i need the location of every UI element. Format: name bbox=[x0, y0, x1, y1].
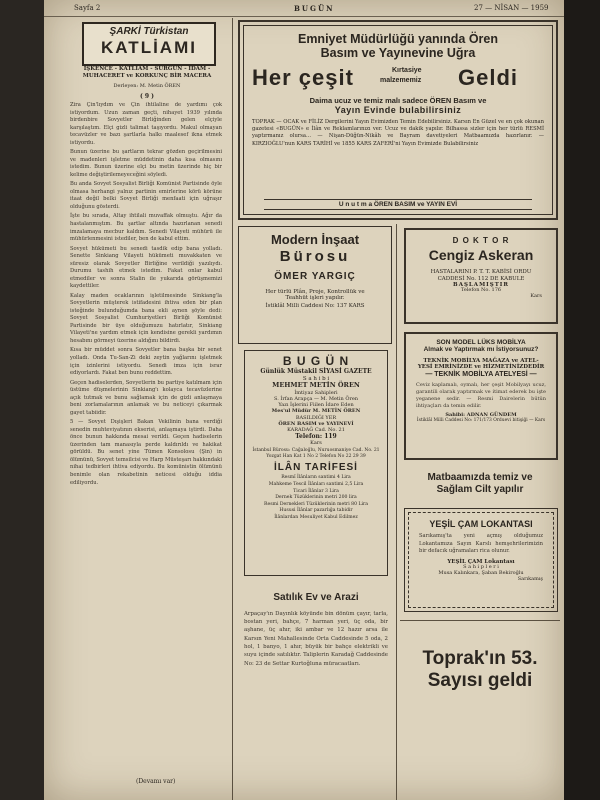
doctor-phone: Telefon No. 176 bbox=[460, 287, 502, 294]
article-subtitle: İŞKENCE - KATLİAM - SÜRGÜN - İDAM - MUHACERET ve KORKUNÇ BİR MACERA bbox=[82, 66, 212, 80]
ad-footer: U n u t m a ÖREN BASIM ve YAYIN EVİ bbox=[264, 199, 532, 210]
toprak-line-2: Sayısı geldi bbox=[427, 669, 533, 691]
doctor-line-2: CADDESİ No. 112 DE KABULE bbox=[437, 275, 525, 282]
ilan-rate-item: İlânlardan Mesuliyet Kabul Edilmez bbox=[274, 515, 358, 521]
mobilya-ad bbox=[404, 332, 558, 460]
ilan-tarifesi-title: İLÂN TARİFESİ bbox=[274, 461, 358, 473]
mobilya-l3: — TEKNİK MOBİLYA ATELYESİ — bbox=[425, 370, 537, 378]
yesil-city: Sarıkamış bbox=[517, 575, 543, 582]
section-rule bbox=[400, 620, 560, 621]
yesil-body: Sarıkamış'ta yeni açmış olduğumuz Lokantamıza Sayın Karslı hemşehrilerimizin bir defacık uğramaları rica olunur. bbox=[419, 533, 543, 555]
newspaper-page bbox=[44, 0, 564, 800]
mobilya-body: Ceviz kaplamalı, oymalı, her çeşit Mobilyayı ucuz, garantili olarak yaptırmak ve itimat ederek bu işte yeganene sedir. — Resmi Dairelerin bütün ihtiyaçları da temin edilir. bbox=[416, 381, 546, 410]
article-title: KATLİAMI bbox=[101, 37, 197, 57]
satilik-ad bbox=[240, 584, 392, 774]
insaat-address: İstiklâl Milli Caddesi No: 137 KARS bbox=[265, 303, 365, 310]
satilik-body: Arpaçay'ın Dayınlık köyünde bin dönüm çayır, tarla, bostan yeri, bahçe, 7 harman yeri, üç oda, bir aşhane, üç ahır, iki ambar ve 12 hazır arsa ile Karsın Yeni Mahallesinde Orta Caddesinde 5 oda, 2 hol, 1 banyo, 1 ahır, büyük bir bahçe elektrikli ve suyu içinde satılıktır. Taliplerin Karadağ Caddesinde No: 23 de Settar Kurtoğluna müracaatları. bbox=[244, 610, 388, 667]
masthead-editor: Mes'ul Müdür M. METİN ÖREN bbox=[271, 407, 361, 414]
insaat-title-2: Bürosu bbox=[279, 247, 351, 265]
insaat-line-1: Her türlü Plân, Proje, Kontrollük ve bbox=[265, 288, 365, 295]
article-paragraph: İşte bu sırada, Altay ihtilali muvaffak olmuştu. Ağır da hastalanmıştım. Bu şartlar altında hazırlanan senedi imzalamaya mecbur kaldım. Senedi Vilayeti mühürü ile mühürlenmesini istediler, ben de kabul ettim. bbox=[70, 213, 222, 243]
ad-headline-1: Emniyet Müdürlüğü yanında Ören bbox=[297, 32, 499, 46]
doctor-line-1: HASTALARINI P. T. T. KABİSİ ORDU bbox=[430, 269, 532, 276]
masthead-address: KARADAĞ Cad. No. 21 bbox=[287, 426, 345, 433]
article-author: Derleyen: M. Metin ÖREN bbox=[113, 83, 181, 89]
mobilya-q2: Almak ve Yaptırmak mı İstiyorsunuz? bbox=[423, 346, 539, 354]
toprak-ad bbox=[400, 634, 560, 714]
masthead-sahibi: S a h i b i bbox=[302, 375, 330, 382]
ilan-rate-item: Mahkeme Tescil İlânları santimi 2,5 Lira bbox=[268, 481, 364, 487]
masthead-printer: ÖREN BASIM ve YAYINEVİ bbox=[278, 421, 354, 428]
yesil-owners: Musa Kalınkara, Şaban Bekiroğlu bbox=[438, 570, 524, 576]
article-title-box bbox=[82, 22, 216, 66]
ad-body: TOPRAK — OCAK ve FİLİZ Dergilerini Yayın Evimizden Temin Edebilirsiniz. Karsın En Güzel ve en çok okunan gazetesi «BUGÜN» e İlân ve Reklamlarınızı ver. Ucuz ve dakik yapılır. Bilhassa sizler için her türlü RESMİ yaptırmanız olursa... — Nişan-Düğün-Nikâh ve Bayram davetiyeleri Matbaamızda hazırlanır. — KIRZIOĞLU'nun KARS TARİHİ ve 1855 KARS ZAFERİ'ni Yayın Evimizde Bulabilirsiniz bbox=[252, 118, 544, 147]
newspaper-name: BUGÜN bbox=[294, 4, 335, 13]
toprak-line-1: Toprak'ın 53. bbox=[422, 648, 538, 669]
mobilya-l1: TEKNİK MOBİLYA MAĞAZA ve ATEL- bbox=[423, 357, 539, 364]
masthead-title: B U G Ü N bbox=[282, 354, 350, 368]
oren-basim-ad bbox=[238, 20, 558, 220]
yesil-cam-ad bbox=[404, 508, 558, 612]
insaat-line-2: Teahhüt işleri yapılır. bbox=[285, 295, 345, 301]
mobilya-owner: Sahibi: ADNAN GÜNDEM bbox=[445, 411, 517, 418]
article-kicker: ŞARKİ Türkistan bbox=[109, 26, 189, 37]
masthead-imtiyaz: İmtiyaz Sahipleri bbox=[294, 390, 338, 397]
article-paragraph: Kısa bir müddet sonra Sovyetler bana başka bir senet yolladı. Onda Tu-San-Zi deki zeytin yağlarını işletmek için izinlerini istiyordu. Senedi imza için israr ediyorlardı. Fakat ben bunu reddettim. bbox=[70, 347, 222, 377]
masthead-istanbul-2: Yozgat Han Kat 1 No 2 Telefon No 22 29 39 bbox=[266, 453, 366, 459]
doctor-label: D O K T O R bbox=[452, 236, 510, 245]
satilik-title: Satılık Ev ve Arazi bbox=[273, 592, 359, 603]
ad-big-left: Her çeşit bbox=[252, 64, 354, 90]
ilan-rate-item: Dernek Tüzüklerinin metri 200 lira bbox=[275, 495, 357, 501]
masthead-city: Kars bbox=[310, 439, 322, 446]
continued-note: (Devamı var) bbox=[136, 778, 176, 785]
ad-small-b: malzememiz bbox=[380, 76, 422, 84]
ad-small-a: Kırtasiye bbox=[392, 66, 422, 74]
masthead-box bbox=[244, 350, 388, 576]
article-body bbox=[66, 102, 226, 772]
masthead-editor-label: Yazı İşlerini Fiilen İdare Eden bbox=[278, 401, 354, 408]
article-part: ( 9 ) bbox=[139, 93, 155, 100]
ad-headline-2: Basım ve Yayınevine Uğra bbox=[320, 46, 476, 61]
cilt-ad bbox=[400, 466, 560, 506]
yesil-title: YEŞİL ÇAM LOKANTASI bbox=[429, 519, 533, 529]
column-divider bbox=[232, 18, 233, 800]
mobilya-address: İstiklâl Milli Caddesi No: 171/173 Orduevi bitişiği — Kars bbox=[416, 418, 546, 424]
article-paragraph: Geçen hadiselerden, Sovyetlerin bu partiye katılmam için üstüme düşmelerinin Sinkiang'ı kolayca tecavüzlerine açık tutmak ve bunu sağlamak için de gizli anlaşmaya beni zorlamalarının anlamak ve bu neticeyi çıkarmak gayet tabiidir. bbox=[70, 379, 222, 416]
insaat-title: Modern İnşaat bbox=[270, 232, 360, 247]
article-paragraph: Sovyet hükümeti bu senedi tasdik edip bana yolladı. Senette Sinkiang Vilayeti hükümeti muvakkaten ve süresiz olarak Sovyetler Birliğine verildiği yazılıydı. Durumu tashih etmek istedim. Fakat onlar kabul etmediler ve sonra Stalin ile yukarıda görüşmemizi kaydettiler. bbox=[70, 245, 222, 290]
masthead-printed-label: BASILDIĞI YER bbox=[295, 415, 337, 422]
ilan-rate-item: Hususi İlânlar pazarlığa tabidir bbox=[279, 508, 353, 514]
page-number: Sayfa 2 bbox=[74, 4, 101, 12]
ilan-rate-item: Resmi Dernekleri Tüzüklerinin metri 80 Lira bbox=[264, 501, 368, 507]
mobilya-q1: SON MODEL LÜKS MOBİLYA bbox=[436, 339, 526, 346]
ilan-rate-item: Ticari İlânlar 3 Lira bbox=[293, 488, 339, 494]
ad-big-right: Geldi bbox=[458, 64, 519, 90]
yesil-name: YEŞİL ÇAM Lokantası bbox=[447, 558, 515, 565]
yesil-owners-label: S a h i p l e r i bbox=[463, 564, 499, 571]
masthead-names: S. İrfan Arapça — M. Metin Ören bbox=[273, 396, 359, 403]
masthead-subtitle: Günlük Müstakil SİYASİ GAZETE bbox=[260, 367, 372, 375]
left-article bbox=[46, 18, 232, 800]
ad-line-4: Yayın Evinde bulabilirsiniz bbox=[334, 105, 462, 116]
cilt-line-1: Matbaamızda temiz ve bbox=[427, 472, 533, 483]
masthead-owner: MEHMET METİN ÖREN bbox=[272, 381, 360, 389]
doctor-ad bbox=[404, 228, 558, 324]
ilan-rates bbox=[245, 475, 387, 522]
article-paragraph: Kalay maden ocaklarının işletilmesinde Sinkiang'la Sovyetlerin müşterek istifadesini ihtiva eden bir plan isteğinde bulunduğumda bana ekli aynen şöyle dedi: Sovyet Sosyalist Cumhuriyetleri Birliği Komünist Partisinde bir üye olduğumuzu hatırlatır, Sinkiang Vilayeti'ne yardım etmek için kendisine gerekli yardımın hesabını görmeyi üzerine aldığını bildirdi. bbox=[70, 292, 222, 344]
insaat-ad bbox=[238, 226, 392, 344]
masthead-phone: Telefon: 119 bbox=[295, 432, 337, 440]
background-edge bbox=[564, 0, 600, 800]
ilan-rate-item: Resmî İlânların santimi 4 Lira bbox=[281, 475, 351, 481]
column-divider-2 bbox=[396, 224, 397, 800]
doctor-city: Kars bbox=[530, 292, 542, 299]
insaat-name: ÖMER YARGIÇ bbox=[274, 271, 356, 283]
article-paragraph: Bu anda Sovyet Sosyalist Birliği Komünist Partisinde öyle olmasa herhangi yalnız partinin emirlerine körü körüne itaat değil belki Sovyet Birliği menfaati için uğraşır olduğunu gösterdi. bbox=[70, 181, 222, 210]
mobilya-l2: YESİ EMRİNİZDE ve HİZMETİNİZDEDİR bbox=[417, 364, 545, 371]
cilt-line-2: Sağlam Cilt yapılır bbox=[436, 483, 524, 495]
masthead-istanbul: İstanbul Bürosu: Cağaloğlu, Nuruosmaniye Cad. No. 21 bbox=[252, 448, 380, 454]
doctor-line-3: BAŞLAMIŞTIR bbox=[453, 281, 509, 288]
doctor-name: Cengiz Askeran bbox=[428, 247, 534, 264]
article-paragraph: Bunun üzerine bu şartların tekrar gözden geçirilmesini ve madenleri işletme müddetinin daha kısa olmasını istedim. Bunun üzerine elçi bu metin üzerinde hiç bir kelime değiştirilemeyeceğini söyledi. bbox=[70, 149, 222, 178]
page-header bbox=[44, 2, 564, 17]
ad-big-line bbox=[240, 63, 556, 97]
issue-date: 27 — NİSAN — 1959 bbox=[474, 4, 549, 12]
article-paragraph: 5 — Sovyet Dışişleri Bakan Vekilinin bana verdiği senedin muhteviyatının ekserisi, anlaşmaya iştirdi. Daha önce bunun hakkında mesai verildi. Geçen hadiselerin üzerinden tam manasıyla perde kaldırıldı ve hakikat görüldü. Bu senet yine Tümen Konsolosu (Şin) in ölümünü, Sovyet temsilcisi ve Harp Müsteşarı hakkındaki nihai tedbirleri ihtiva ediyordu. Bu komünistin ölümünü benimle olan rekabetinin neticesi olduğu iddia ediliyordu. bbox=[70, 419, 222, 486]
ad-line-3: Daima ucuz ve temiz malı sadece ÖREN Basım ve bbox=[309, 95, 487, 105]
article-paragraph: Zira Çin'lıydım ve Çin ihtilaline de yardımı çok istiyordum. Uzun zaman geçti, nihayet 1939 yılında birdenbire Sovyetler Birliğinden gelen elçiyle karşılaştım. Elçi gizli talimat taşıyordu. Makul olmayan tecavüzler ve bazı şartlarla halkı maalesef ikna etmek istiyordu. bbox=[70, 102, 222, 146]
